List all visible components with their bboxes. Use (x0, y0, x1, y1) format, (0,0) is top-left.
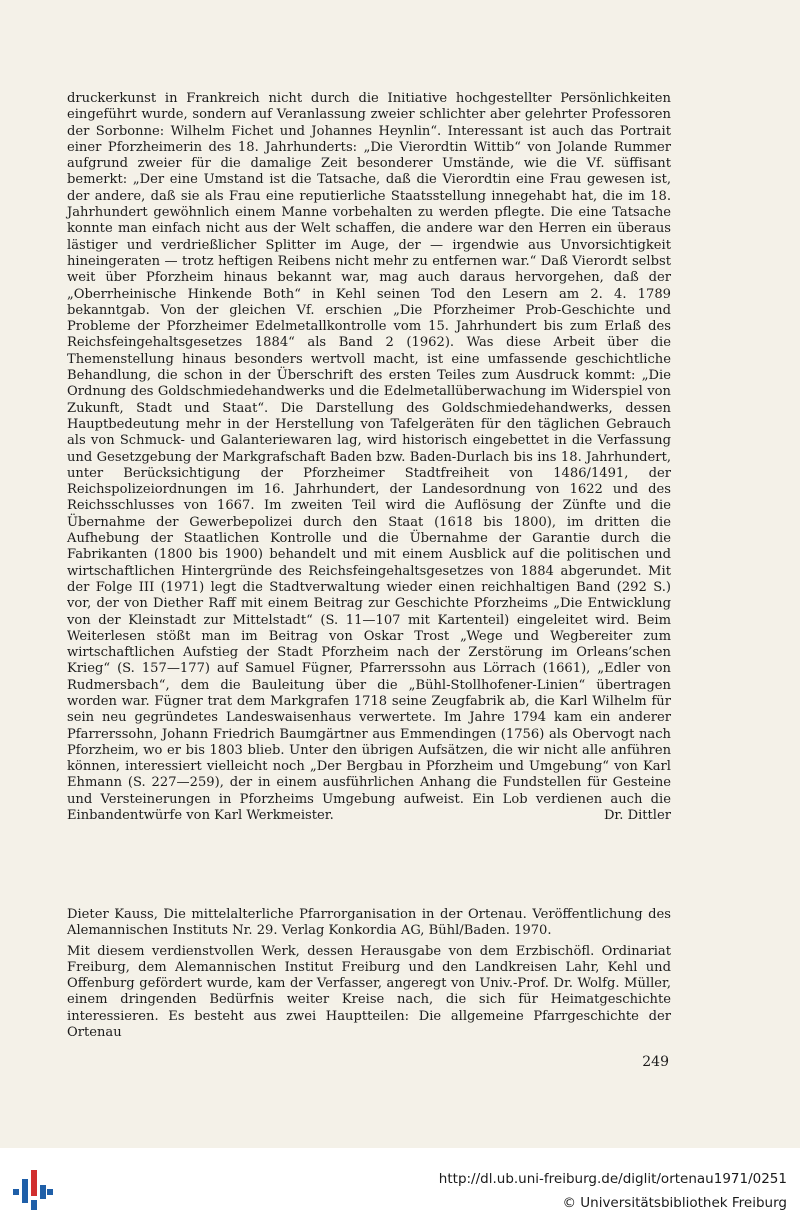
review-kauss (67, 907, 671, 1041)
page-number: 249 (642, 1054, 669, 1070)
footer (0, 1148, 800, 1220)
copyright-notice: © Universitätsbibliothek Freiburg (562, 1195, 787, 1211)
university-library-logo-icon (13, 1170, 53, 1210)
paragraph-text: druckerkunst in Frankreich nicht durch die Initiative hochgestellter Persönlichkeiten eingeführt wurde, sondern auf Veranlassung zweier schlichter aber gelehrter Professoren der Sorbonne: Wilhelm Fichet und Johannes Heynlin“. Interessant ist auch das Portrait einer Pforzheimerin des 18. Jahrhunderts: „Die Vierordtin Wittib“ von Jolande Rummer aufgrund zweier für die damalige Zeit besonderer Umstände, wie die Vf. süffisant bemerkt: „Der eine Umstand ist die Tatsache, daß die Vierordtin eine Frau gewesen ist, der andere, daß sie als Frau eine reputierliche Staatsstellung innegehabt hat, die im 18. Jahrhundert gewöhnlich einem Manne vorbehalten zu werden pflegte. Die eine Tatsache konnte man einfach nicht aus der Welt schaffen, die andere war den Herren ein überaus lästiger und verdrießlicher Splitter im Auge, der — irgendwie aus Unvorsichtigkeit hineingeraten — trotz heftigen Reibens nicht mehr zu entfernen war.“ Daß Vierordt selbst weit über Pforzheim hinaus bekannt war, mag auch daraus hervorgehen, daß der „Oberrheinische Hinkende Both“ in Kehl seinen Tod den Lesern am 2. 4. 1789 bekanntgab. Von der gleichen Vf. erschien „Die Pforzheimer Prob-Geschichte und Probleme der Pforzheimer Edelmetallkontrolle vom 15. Jahrhundert bis zum Erlaß des Reichsfeingehaltsgesetzes 1884“ als Band 2 (1962). Was diese Arbeit über die Themenstellung hinaus besonders wertvoll macht, ist eine umfassende geschichtliche Behandlung, die schon in der Überschrift des ersten Teiles zum Ausdruck kommt: „Die Ordnung des Goldschmiedehandwerks und die Edelmetallüberwachung im Widerspiel von Zukunft, Stadt und Staat“. Die Darstellung des Goldschmiedehandwerks, dessen Hauptbedeutung mehr in der Herstellung von Tafelgeräten für den täglichen Gebrauch als von Schmuck- und Galanteriewaren lag, wird historisch eingebettet in die Verfassung und Gesetzgebung der Markgrafschaft Baden bzw. Baden-Durlach bis ins 18. Jahrhundert, unter Berücksichtigung der Pforzheimer Stadtfreiheit von 1486/1491, der Reichspolizeiordnungen im 16. Jahrhundert, der Landesordnung von 1622 und des Reichsschlusses von 1667. Im zweiten Teil wird die Auflösung der Zünfte und die Übernahme der Gewerbepolizei durch den Staat (1618 bis 1800), im dritten die Aufhebung der Staatlichen Kontrolle und die Übernahme der Garantie durch die Fabrikanten (1800 bis 1900) behandelt und mit einem Ausblick auf die politischen und wirtschaftlichen Hintergründe des Reichsfeingehaltsgesetzes von 1884 abgerundet. Mit der Folge III (1971) legt die Stadtverwaltung wieder einen reichhaltigen Band (292 S.) vor, der von Diether Raff mit einem Beitrag zur Geschichte Pforzheims „Die Entwicklung von der Kleinstadt zur Mittelstadt“ (S. 11—107 mit Kartenteil) eingeleitet wird. Beim Weiterlesen stößt man im Beitrag von Oskar Trost „Wege und Wegbereiter zum wirtschaftlichen Aufstieg der Stadt Pforzheim nach der Zerstörung im Orleans’schen Krieg“ (S. 157—177) auf Samuel Fügner, Pfarrerssohn aus Lörrach (1661), „Edler von Rudmersbach“, dem die Bauleitung über die „Bühl-Stollhofener-Linien“ übertragen worden war. Fügner trat dem Markgrafen 1718 seine Zeugfabrik ab, die Karl Wilhelm für sein neu gegründetes Landeswaisenhaus verwertete. Im Jahre 1794 kam ein anderer Pfarrerssohn, Johann Friedrich Baumgärtner aus Emmendingen (1756) als Obervogt nach Pforzheim, wo er bis 1803 blieb. Unter den übrigen Aufsätzen, die wir nicht alle anführen können, interessiert vielleicht noch „Der Bergbau in Pforzheim und Umgebung“ von Karl Ehmann (S. 227—259), der in einem ausführlichen Anhang die Fundstellen für Gesteine und Versteinerungen in Pforzheims Umgebung aufweist. Ein Lob verdienen auch die Einbandentwürfe von Karl Werkmeister. (67, 91, 671, 824)
review-paragraph: Mit diesem verdienstvollen Werk, dessen Herausgabe von dem Erzbischöfl. Ordinariat Freiburg, dem Alemannischen Institut Freiburg und den Landkreisen Lahr, Kehl und Offenburg gefördert wurde, kam der Verfasser, angeregt von Univ.-Prof. Dr. Wolfg. Müller, einem dringenden Bedürfnis weiter Kreise nach, die sich für Heimatgeschichte interessieren. Es besteht aus zwei Hauptteilen: Die allgemeine Pfarrgeschichte der Ortenau (67, 943, 671, 1041)
book-citation-heading: Dieter Kauss, Die mittelalterliche Pfarrorganisation in der Ortenau. Veröffentlichung des Alemannischen Instituts Nr. 29. Verlag Konkordia AG, Bühl/Baden. 1970. (67, 907, 671, 939)
source-url-link[interactable]: http://dl.ub.uni-freiburg.de/diglit/ortenau1971/0251 (438, 1171, 787, 1187)
review-dittler (67, 91, 671, 824)
reviewer-signature: Dr. Dittler (603, 808, 671, 824)
review-paragraph (67, 91, 671, 824)
